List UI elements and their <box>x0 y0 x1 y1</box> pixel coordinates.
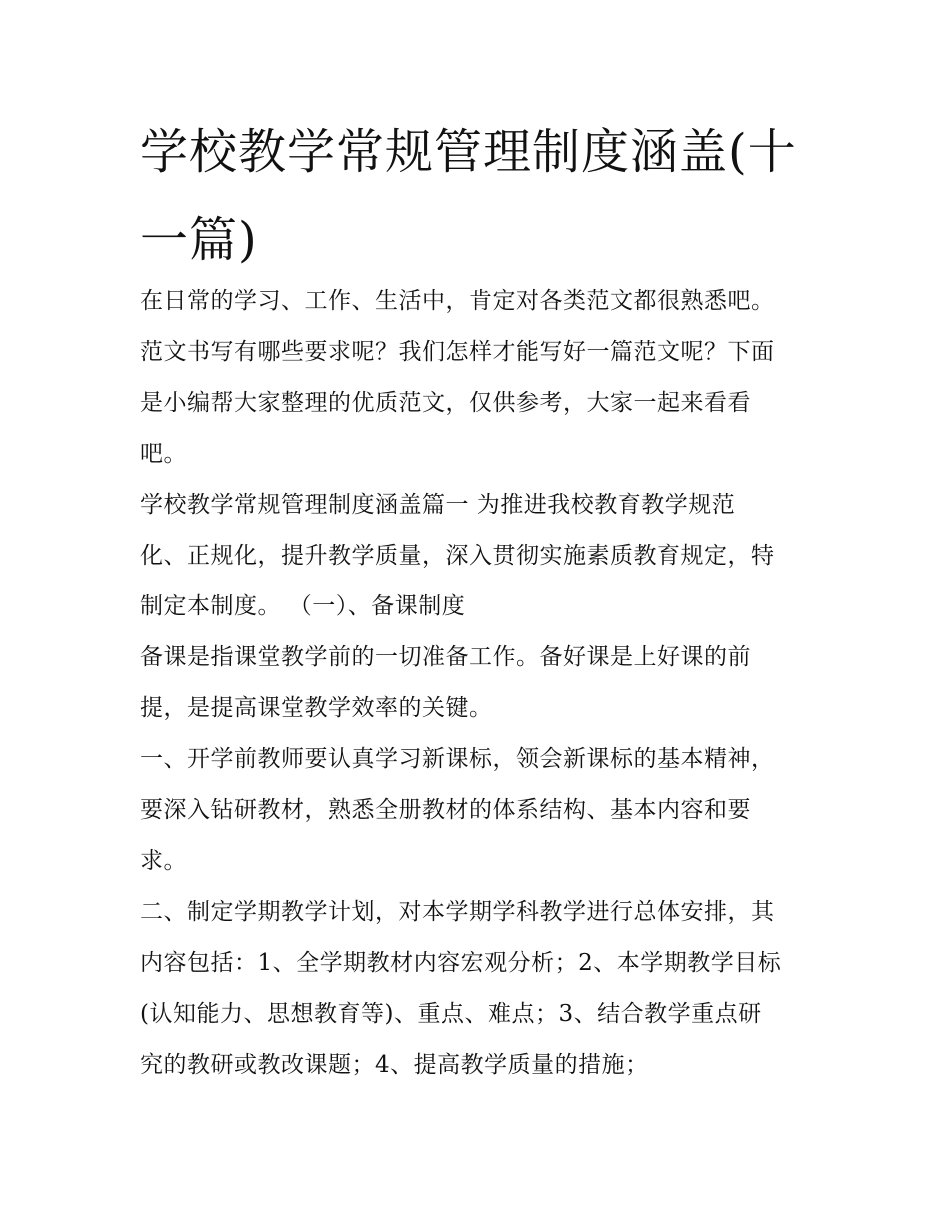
body-line: 内容包括：1、全学期教材内容宏观分析；2、本学期教学目标 <box>140 949 782 976</box>
body-line: (认知能力、思想教育等)、重点、难点；3、结合教学重点研 <box>140 1000 762 1027</box>
body-line: 学校教学常规管理制度涵盖篇一 为推进我校教育教学规范 <box>140 491 736 518</box>
body-line: 提，是提高课堂教学效率的关键。 <box>140 695 493 722</box>
body-line: 一、开学前教师要认真学习新课标，领会新课标的基本精神， <box>140 746 775 773</box>
body-line: 范文书写有哪些要求呢？我们怎样才能写好一篇范文呢？下面 <box>140 338 775 365</box>
body-line: 要深入钻研教材，熟悉全册教材的体系结构、基本内容和要 <box>140 797 751 824</box>
body-line: 是小编帮大家整理的优质范文，仅供参考，大家一起来看看 <box>140 389 751 416</box>
body-line: 化、正规化，提升教学质量，深入贯彻实施素质教育规定，特 <box>140 542 775 569</box>
body-line: 二、制定学期教学计划，对本学期学科教学进行总体安排，其 <box>140 898 775 925</box>
title-line-1: 学校教学常规管理制度涵盖(十 <box>140 124 797 180</box>
document-body <box>140 276 820 1091</box>
body-line: 吧。 <box>140 440 187 467</box>
body-line: 在日常的学习、工作、生活中，肯定对各类范文都很熟悉吧。 <box>140 288 775 314</box>
body-line: 备课是指课堂教学前的一切准备工作。备好课是上好课的前 <box>140 644 751 671</box>
body-line: 究的教研或教改课题；4、提高教学质量的措施； <box>140 1051 649 1078</box>
body-line: 求。 <box>140 847 187 874</box>
title-line-2: 一篇) <box>140 212 258 268</box>
document-title <box>140 108 820 284</box>
body-line: 制定本制度。 （一）、备课制度 <box>140 593 466 620</box>
